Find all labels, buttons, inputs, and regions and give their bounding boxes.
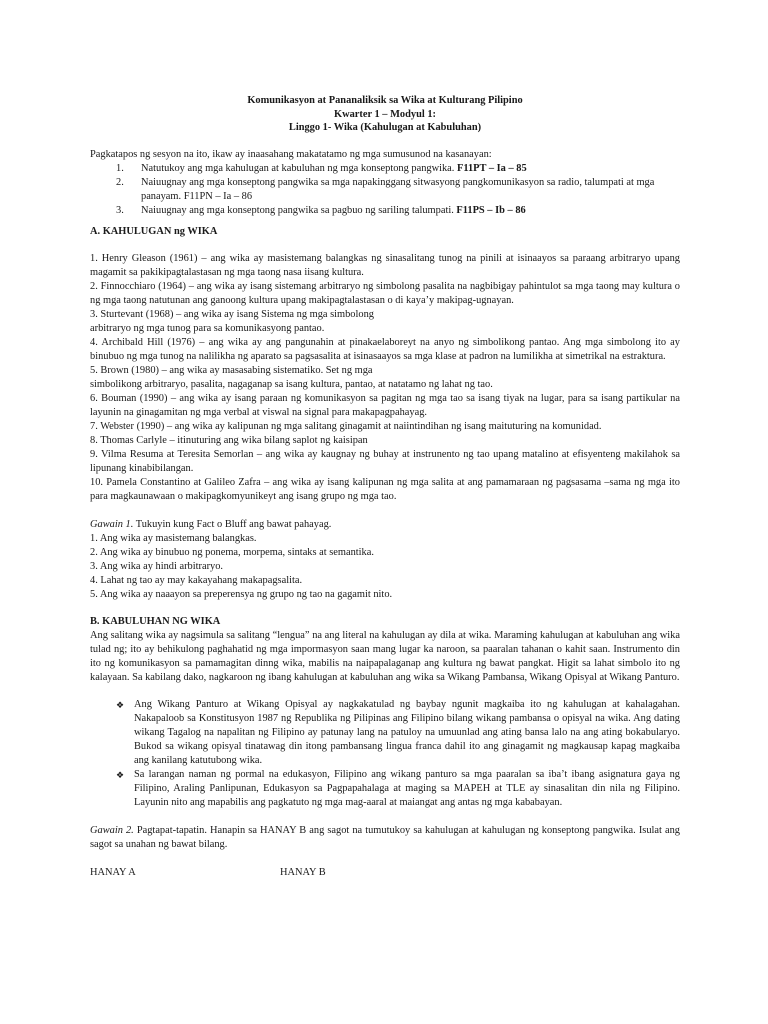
intro-text: Pagkatapos ng sesyon na ito, ikaw ay inaasahang makatatamo ng mga sumusunod na kasanayan:: [90, 148, 492, 160]
diamond-bullet-icon: ❖: [116, 769, 125, 780]
definition-item: 5. Brown (1980) – ang wika ay masasabing sistematiko. Set ng mga: [90, 364, 373, 376]
section-a-heading: A. KAHULUGAN ng WIKA: [90, 225, 218, 237]
bullet-text: Ang Wikang Panturo at Wikang Opisyal ay nagkakatulad ng baybay ngunit magkaiba ito ng kahulugan at kahalagahan. Nakapaloob sa Konstitusyon 1987 ng Republika ng Pilipinas ang Filipino bilang wikang pambansa o opisyal na wika. Ang dating wikang Tagalog na napalitan ng Filipino ay patunay lang na patuloy na umuunlad ang ating bansa lalo na ang ating bokabularyo. Bukod sa wikang opisyal tinatawag din itong pambansang lingua franca dahil ito ang ginagamit ng magkausap kapag magkaiba ang kanilang katutubong wika.: [134, 698, 680, 766]
gawain1-instruction: [90, 518, 680, 532]
document-header: [90, 94, 680, 135]
diamond-bullet-icon: ❖: [116, 699, 125, 710]
bullet-text: Sa larangan naman ng pormal na edukasyon, Filipino ang wikang panturo sa mga paaralan sa iba’t ibang asignatura gaya ng Filipino, Araling Panlipunan, Edukasyon sa Pagpapahalaga at maging sa MAPEH at TLE ay sinasalitan din nila ng Filipino. Layunin nito ang mapabilis ang pagkatuto ng mga mag-aaral at maiangat ang antas ng mga kababayan.: [134, 768, 680, 808]
definitions-list: [90, 252, 680, 504]
bullet-item: [90, 768, 680, 810]
section-b-paragraph: Ang salitang wika ay nagsimula sa salitang “lengua” na ang literal na kahulugan ay dila at wika. Maraming kahulugan at kabuluhan ang wika tulad ng; ito ay behikulong paghahatid ng mga impormasyon saan mang lugar ka naroon, sa paaralan tahanan o kahit saan. Instrumento din ito ng komunikasyon sa pamamagitan dinng wika, mabilis na naipapalaganap ang kultura ng bawat pangkat. Higit sa lahat simbolo ito ng kalayaan. Sa kabilang dako, nagkaroon ng ibang kahulugan at kabuluhan ang wika sa Wikang Pambansa, Wikang Opisyal at Wikang Panturo.: [90, 629, 680, 683]
objective-number: 2.: [116, 176, 124, 188]
competency-code: F11PT – Ia – 85: [456, 162, 527, 174]
definition-item: 9. Vilma Resuma at Teresita Semorlan – ang wika ay kaugnay ng buhay at instrunento ng tao upang matalino at efisyenteng makilahok sa lipunang kinabibilangan.: [90, 448, 680, 474]
definition-item: 4. Archibald Hill (1976) – ang wika ay ang pangunahin at pinakaelaboreyt na anyo ng simbolikong pantao. Ang mga simbolong ito ay binubuo ng mga tunog na nalilikha ng aparato sa pagsasalita at isinasaayos sa mga klase at padron na lumilikha at simetrikal na estraktura.: [90, 336, 680, 362]
definition-item: arbitraryo ng mga tunog para sa komunikasyong pantao.: [90, 322, 325, 334]
statement-item: 4. Lahat ng tao ay may kakayahang makapagsalita.: [90, 574, 303, 586]
statement-item: 2. Ang wika ay binubuo ng ponema, morpema, sintaks at semantika.: [90, 546, 374, 558]
objective-number: 1.: [116, 162, 124, 174]
objective-item: [90, 162, 680, 176]
definition-item: 3. Sturtevant (1968) – ang wika ay isang Sistema ng mga simbolong: [90, 308, 374, 320]
section-b-heading: B. KABULUHAN NG WIKA: [90, 615, 221, 627]
definition-item: 10. Pamela Constantino at Galileo Zafra – ang wika ay isang kalipunan ng mga salita at ang pamamaraan ng pagsasama –sama ng mga ito para magkaunawaan o makipagkomyunikeyt ang isang grupo ng mga tao.: [90, 476, 680, 502]
hanay-a-label: HANAY A: [90, 866, 136, 878]
definition-item: 8. Thomas Carlyle – itinuturing ang wika bilang saplot ng kaisipan: [90, 434, 368, 446]
objective-item: [90, 176, 680, 204]
definition-item: 2. Finnocchiaro (1964) – ang wika ay isang sistemang arbitraryo ng simbolong pasalita na nagbibigay pahintulot sa mga taong may kultura o ng mga taong natutunan ang ganoong kultura upang makipagtalastasan o di kaya’y makipag-ugnayan.: [90, 280, 680, 306]
statement-item: 5. Ang wika ay naaayon sa preperensya ng grupo ng tao na gagamit nito.: [90, 588, 393, 600]
quarter-module: Kwarter 1 – Modyul 1:: [334, 108, 436, 120]
objective-text: Naiuugnay ang mga konseptong pangwika sa mga napakinggang sitwasyong pangkomunikasyon sa radio, talumpati at mga panayam. F11PN – Ia – 86: [141, 176, 655, 202]
definition-item: simbolikong arbitraryo, pasalita, nagaganap sa isang kultura, pantao, at natatamo ng lahat ng tao.: [90, 378, 493, 390]
objective-text: Natutukoy ang mga kahulugan at kabuluhan ng mga konseptong pangwika.: [141, 162, 457, 174]
objective-item: [90, 204, 680, 218]
statement-item: 1. Ang wika ay masistemang balangkas.: [90, 532, 257, 544]
objective-text: Naiuugnay ang mga konseptong pangwika sa pagbuo ng sariling talumpati.: [141, 204, 457, 216]
hanay-headers: [90, 866, 680, 880]
subject-title: Komunikasyon at Pananaliksik sa Wika at Kulturang Pilipino: [247, 95, 523, 106]
definition-item: 1. Henry Gleason (1961) – ang wika ay masistemang balangkas ng sinasalitang tunog na pinili at isinaayos sa paraang arbitraryo upang magamit sa pakikipagtalastasan ng mga taong nasa iisang kultura.: [90, 252, 680, 278]
gawain1-items: [90, 532, 680, 602]
gawain1-label: Gawain 1.: [90, 518, 134, 530]
definition-item: 7. Webster (1990) – ang wika ay kalipunan ng mga salitang ginagamit at naiintindihan ng isang maituturing na komunidad.: [90, 420, 602, 432]
bullet-list: [90, 698, 680, 810]
objectives-list: [90, 162, 680, 218]
definition-item: 6. Bouman (1990) – ang wika ay isang paraan ng komunikasyon sa pagitan ng mga tao sa isang tiyak na lugar, para sa isang partikular na layunin na ginagamitan ng mga verbal at viswal na signal para makapagpahayag.: [90, 392, 680, 418]
bullet-item: [90, 698, 680, 768]
statement-item: 3. Ang wika ay hindi arbitraryo.: [90, 560, 224, 572]
hanay-b-label: HANAY B: [280, 866, 326, 878]
week-topic: Linggo 1- Wika (Kahulugan at Kabuluhan): [288, 122, 482, 133]
gawain1-text: Tukuyin kung Fact o Bluff ang bawat pahayag.: [133, 518, 332, 530]
gawain2-text: Pagtapat-tapatin. Hanapin sa HANAY B ang sagot na tumutukoy sa kahulugan at kahulugan ng konseptong pangwika. Isulat ang sagot sa unahan ng bawat bilang.: [90, 824, 680, 850]
gawain2-instruction: [90, 824, 680, 852]
objective-number: 3.: [116, 204, 124, 216]
competency-code: F11PS – Ib – 86: [456, 204, 526, 216]
gawain2-label: Gawain 2.: [90, 824, 134, 836]
